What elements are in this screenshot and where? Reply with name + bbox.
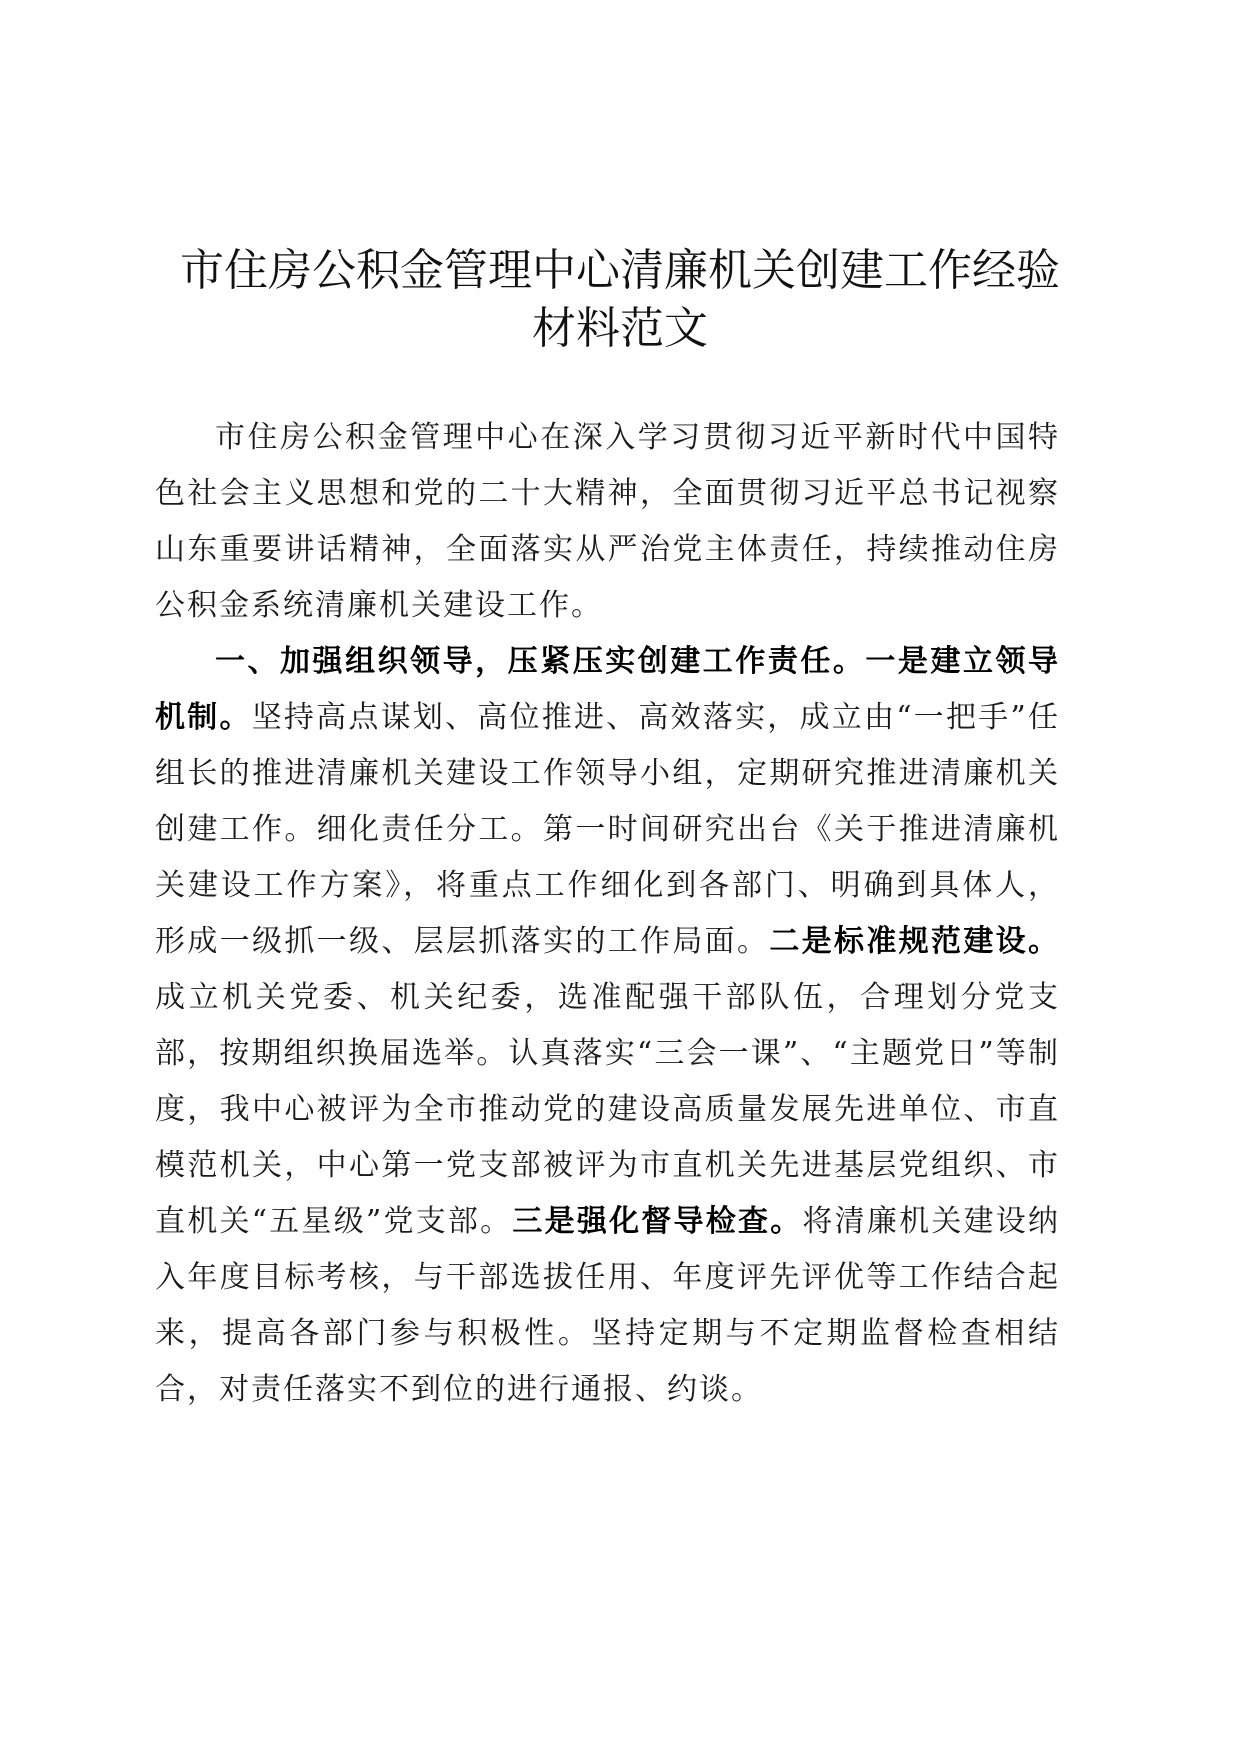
point-2-text: 成立机关党委、机关纪委，选准配强干部队伍，合理划分党支部，按期组织换届选举。认真落实“三会一课”、“主题党日”等制度，我中心被评为全市推动党的建设高质量发展先进单位、市直模范机关，中心第一党支部被评为市直机关先进基层党组织、市直机关“五星级”党支部。 bbox=[155, 980, 1060, 1239]
point-1-label: 一是建立领导机制。 bbox=[155, 644, 1061, 735]
section-1-heading: 一、加强组织领导，压紧压实创建工作责任。 bbox=[215, 644, 866, 679]
point-1-text: 坚持高点谋划、高位推进、高效落实，成立由“一把手”任组长的推进清廉机关建设工作领导小组，定期研究推进清廉机关创建工作。细化责任分工。第一时间研究出台《关于推进清廉机关建设工作方案》，将重点工作细化到各部门、明确到具体人，形成一级抓一级、层层抓落实的工作局面。 bbox=[155, 700, 1060, 959]
document-title bbox=[140, 242, 1100, 358]
point-3-label: 三是强化督导检查。 bbox=[512, 1204, 803, 1239]
title-line-2: 材料范文 bbox=[532, 303, 708, 354]
point-3-text: 将清廉机关建设纳入年度目标考核，与干部选拔任用、年度评先评优等工作结合起来，提高各部门参与积极性。坚持定期与不定期监督检查相结合，对责任落实不到位的进行通报、约谈。 bbox=[155, 1204, 1061, 1407]
title-line-1: 市住房公积金管理中心清廉机关创建工作经验 bbox=[180, 245, 1060, 296]
point-2-label: 二是标准规范建设。 bbox=[769, 924, 1061, 959]
section-1-paragraph bbox=[155, 634, 1060, 1418]
intro-paragraph: 市住房公积金管理中心在深入学习贯彻习近平新时代中国特色社会主义思想和党的二十大精神，全面贯彻习近平总书记视察山东重要讲话精神，全面落实从严治党主体责任，持续推动住房公积金系统清廉机关建设工作。 bbox=[155, 420, 1060, 623]
document-body bbox=[155, 410, 1060, 1418]
